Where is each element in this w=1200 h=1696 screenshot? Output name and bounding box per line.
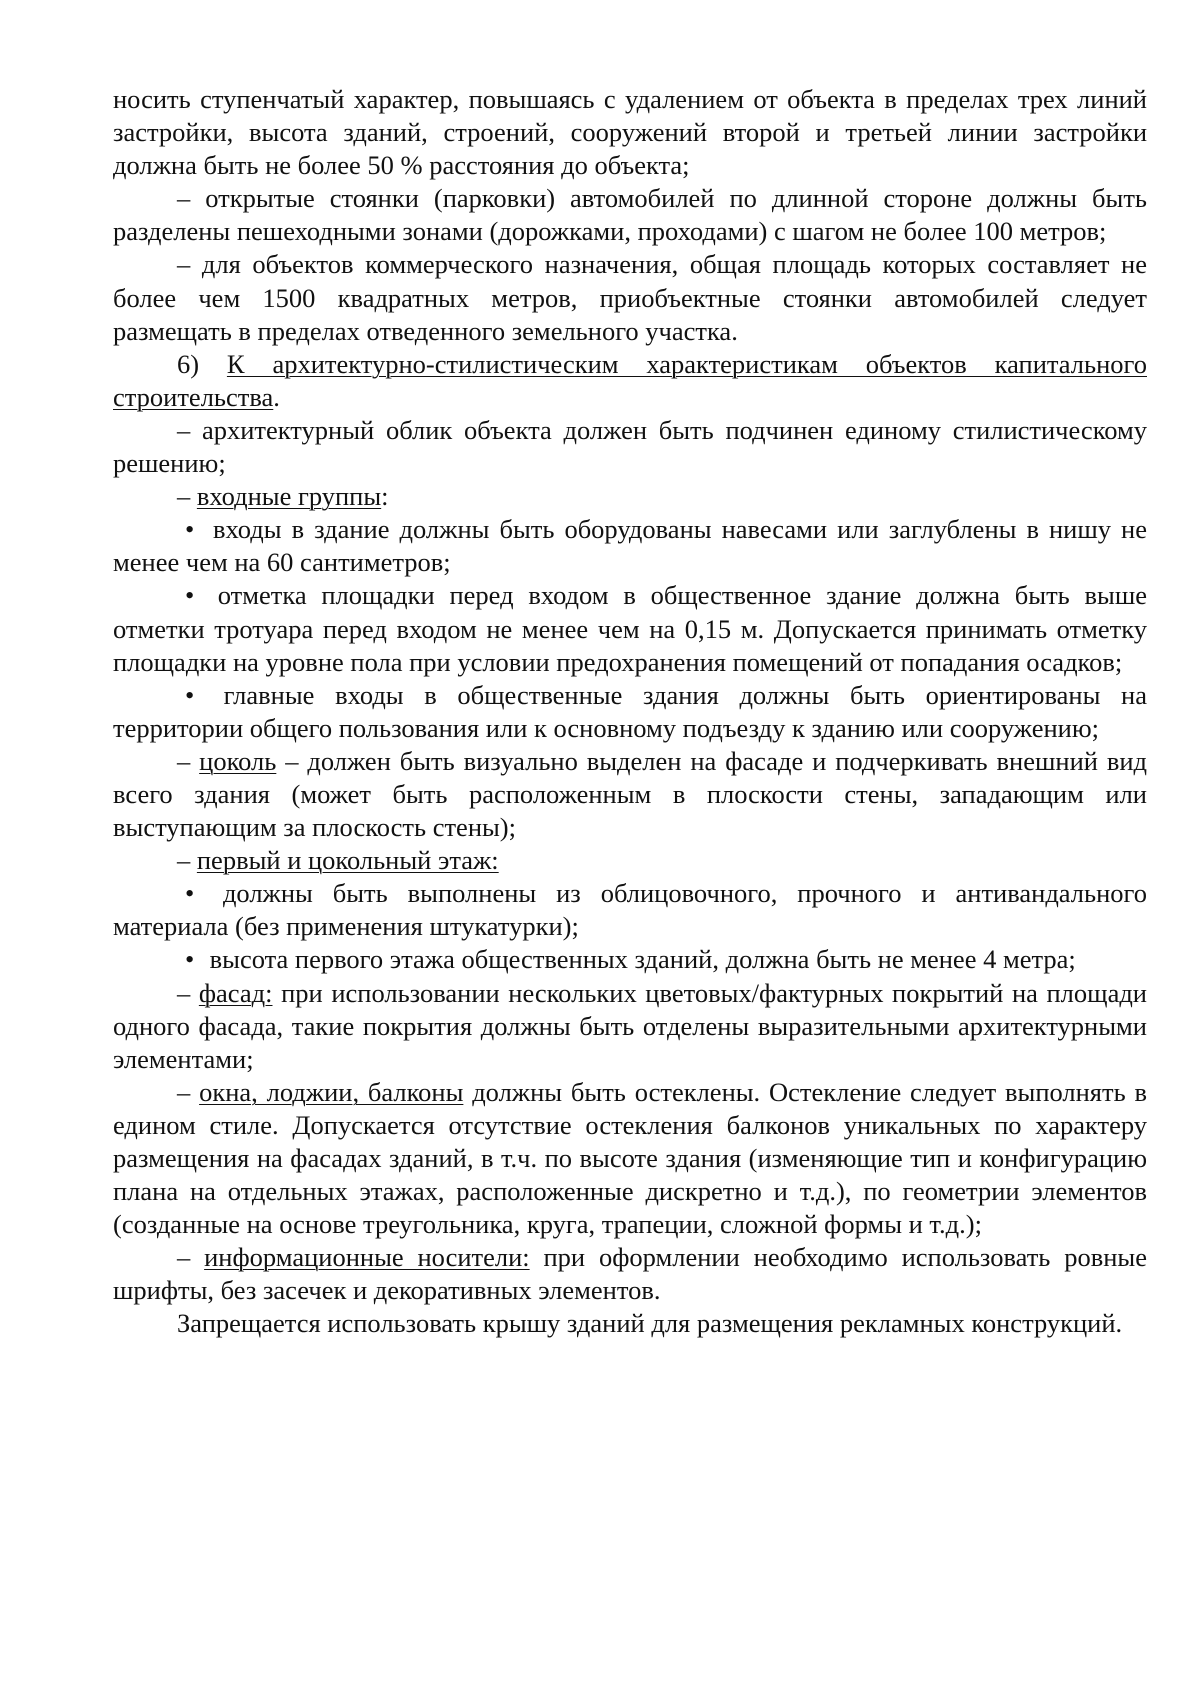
section-title-suffix: . — [273, 381, 280, 412]
paragraph-text: – должен быть визуально выделен на фасаде и подчеркивать внешний вид всего здания (может быть расположенным в плоскости стены, западающим или выступающим за плоскость стены); — [113, 745, 1148, 843]
bullet-text: входы в здание должны быть оборудованы навесами или заглублены в нишу не менее чем на 60 сантиметров; — [113, 514, 1147, 578]
paragraph-facade — [113, 977, 1147, 1076]
bullet-first-floor-height — [113, 943, 1147, 976]
paragraph-text: – для объектов коммерческого назначения, общая площадь которых составляет не более чем 1500 квадратных метров, приобъектные стоянки автомобилей следует размещать в пределах отведенного земельного участка. — [113, 249, 1147, 346]
subheading-suffix: : — [381, 481, 389, 512]
section-title: К архитектурно-стилистическим характеристикам объектов капитального строительства — [113, 348, 1147, 412]
paragraph-text: – открытые стоянки (парковки) автомобилей по длинной стороне должны быть разделены пешеходными зонами (дорожками, проходами) с шагом не более 100 метров; — [113, 183, 1147, 247]
term-info-carriers: информационные носители: — [204, 1242, 530, 1273]
bullet-entrances-canopy — [113, 513, 1147, 579]
paragraph-text: должны быть остеклены. Остекление следует выполнять в едином стиле. Допускается отсутствие остекления балконов уникальных по характеру размещения на фасадах зданий, в т.ч. по высоте здания (изменяющие тип и конфигурацию плана на отдельных этажах, расположенные дискретно и т.д.), по геометрии элементов (созданные на основе треугольника, круга, трапеции, сложной формы и т.д.); — [113, 1076, 1147, 1240]
bullet-icon: • — [185, 944, 195, 975]
paragraph-height-limits — [113, 83, 1147, 182]
paragraph-plinth — [113, 745, 1147, 844]
term-facade: фасад: — [198, 977, 273, 1008]
bullet-text: высота первого этажа общественных зданий, должна быть не менее 4 метра; — [209, 944, 1076, 975]
paragraph-info-carriers — [113, 1241, 1147, 1307]
paragraph-parking-zones — [113, 182, 1147, 248]
paragraph-text: носить ступенчатый характер, повышаясь с удалением от объекта в пределах трех линий застройки, высота зданий, строений, сооружений второй и третьей линии застройки должна быть не более 50 % расстояния до объекта; — [113, 84, 1147, 181]
dash-prefix: – — [177, 745, 200, 776]
section-number: 6) — [177, 348, 227, 379]
bullet-facing-material — [113, 877, 1147, 943]
bullet-icon: • — [185, 580, 195, 611]
paragraph-commercial-parking — [113, 248, 1147, 347]
bullet-platform-level — [113, 579, 1147, 678]
paragraph-architectural-look — [113, 414, 1147, 480]
paragraph-text: Запрещается использовать крышу зданий для размещения рекламных конструкций. — [177, 1308, 1123, 1339]
paragraph-text: при использовании нескольких цветовых/фактурных покрытий на площади одного фасада, такие покрытия должны быть отделены выразительными архитектурными элементами; — [113, 977, 1147, 1074]
paragraph-text: – архитектурный облик объекта должен быть подчинен единому стилистическому решению; — [113, 414, 1147, 479]
subheading-entrance-groups — [113, 480, 1147, 513]
subheading-title: первый и цокольный этаж: — [196, 845, 499, 876]
section-heading-architectural — [113, 348, 1147, 414]
dash-prefix: – — [177, 481, 197, 512]
term-plinth: цоколь — [199, 745, 277, 776]
bullet-main-entrances — [113, 679, 1147, 745]
bullet-text: отметка площадки перед входом в общественное здание должна быть выше отметки тротуара перед входом не менее чем на 0,15 м. Допускается принимать отметку площадки на уровне пола при условии предохранения помещений от попадания осадков; — [113, 580, 1147, 677]
paragraph-roof-advertising — [113, 1307, 1147, 1340]
bullet-icon: • — [185, 878, 195, 909]
bullet-icon: • — [185, 679, 195, 710]
bullet-icon: • — [185, 514, 195, 545]
dash-prefix: – — [177, 977, 199, 1008]
dash-prefix: – — [177, 1076, 200, 1107]
paragraph-text: при оформлении необходимо использовать ровные шрифты, без засечек и декоративных элементов. — [113, 1242, 1147, 1306]
subheading-title: входные группы — [196, 481, 382, 512]
dash-prefix: – — [177, 1242, 205, 1273]
subheading-first-floor — [113, 844, 1147, 877]
term-windows: окна, лоджии, балконы — [199, 1076, 464, 1107]
dash-prefix: – — [177, 845, 197, 876]
bullet-text: главные входы в общественные здания должны быть ориентированы на территории общего пользования или к основному подъезду к зданию или сооружению; — [113, 679, 1147, 743]
bullet-text: должны быть выполнены из облицовочного, прочного и антивандального материала (без применения штукатурки); — [113, 878, 1148, 942]
paragraph-windows-balconies — [113, 1076, 1147, 1241]
